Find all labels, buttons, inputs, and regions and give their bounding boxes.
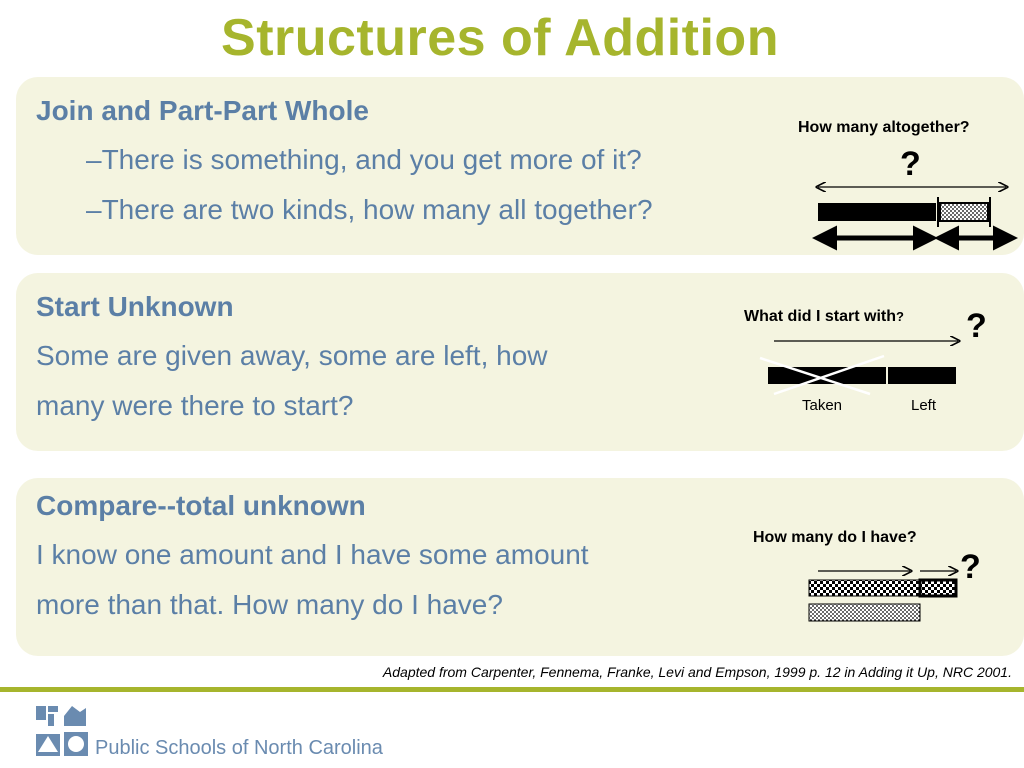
panel-start-unknown: [16, 273, 1024, 451]
bullet-text: There are two kinds, how many all together?: [101, 194, 653, 225]
question-mark: ?: [960, 548, 981, 586]
panel-join: [16, 77, 1024, 255]
compare-diagram: [790, 563, 960, 633]
diagram-question: How many do I have?: [753, 529, 917, 546]
divider: [0, 687, 1024, 692]
footer-org-name: Public Schools of North Carolina: [95, 737, 383, 759]
panel-compare: [16, 478, 1024, 656]
body-line: many were there to start?: [36, 390, 354, 421]
panel-heading: Join and Part-Part Whole: [36, 95, 369, 126]
citation: Adapted from Carpenter, Fennema, Franke, Levi and Empson, 1999 p. 12 in Adding it Up, NRC 2001.: [382, 664, 1012, 680]
question-mark: ?: [900, 145, 921, 183]
part-part-whole-diagram: [812, 172, 1012, 272]
panel-heading: Start Unknown: [36, 291, 234, 322]
diagram-label-left: Left: [911, 397, 937, 414]
body-line: I know one amount and I have some amount: [36, 539, 589, 570]
diagram-question: How many altogether?: [798, 119, 970, 136]
diagram-question-text: What did I start with: [744, 308, 896, 325]
diagram-question: [744, 308, 904, 326]
start-unknown-diagram: [760, 328, 980, 398]
diagram-question-suffix: ?: [896, 309, 904, 324]
diagram-label-taken: Taken: [802, 397, 843, 414]
bullet-item: –There are two kinds, how many all together?: [86, 194, 653, 225]
panel-heading: Compare--total unknown: [36, 490, 366, 521]
bullet-item: –There is something, and you get more of it?: [86, 144, 642, 175]
body-line: more than that. How many do I have?: [36, 589, 503, 620]
page-title: Structures of Addition: [221, 9, 779, 67]
bullet-text: There is something, and you get more of it?: [101, 144, 642, 175]
nc-dpi-logo-icon: [34, 702, 90, 758]
question-mark: ?: [966, 307, 987, 345]
body-line: Some are given away, some are left, how: [36, 340, 548, 371]
